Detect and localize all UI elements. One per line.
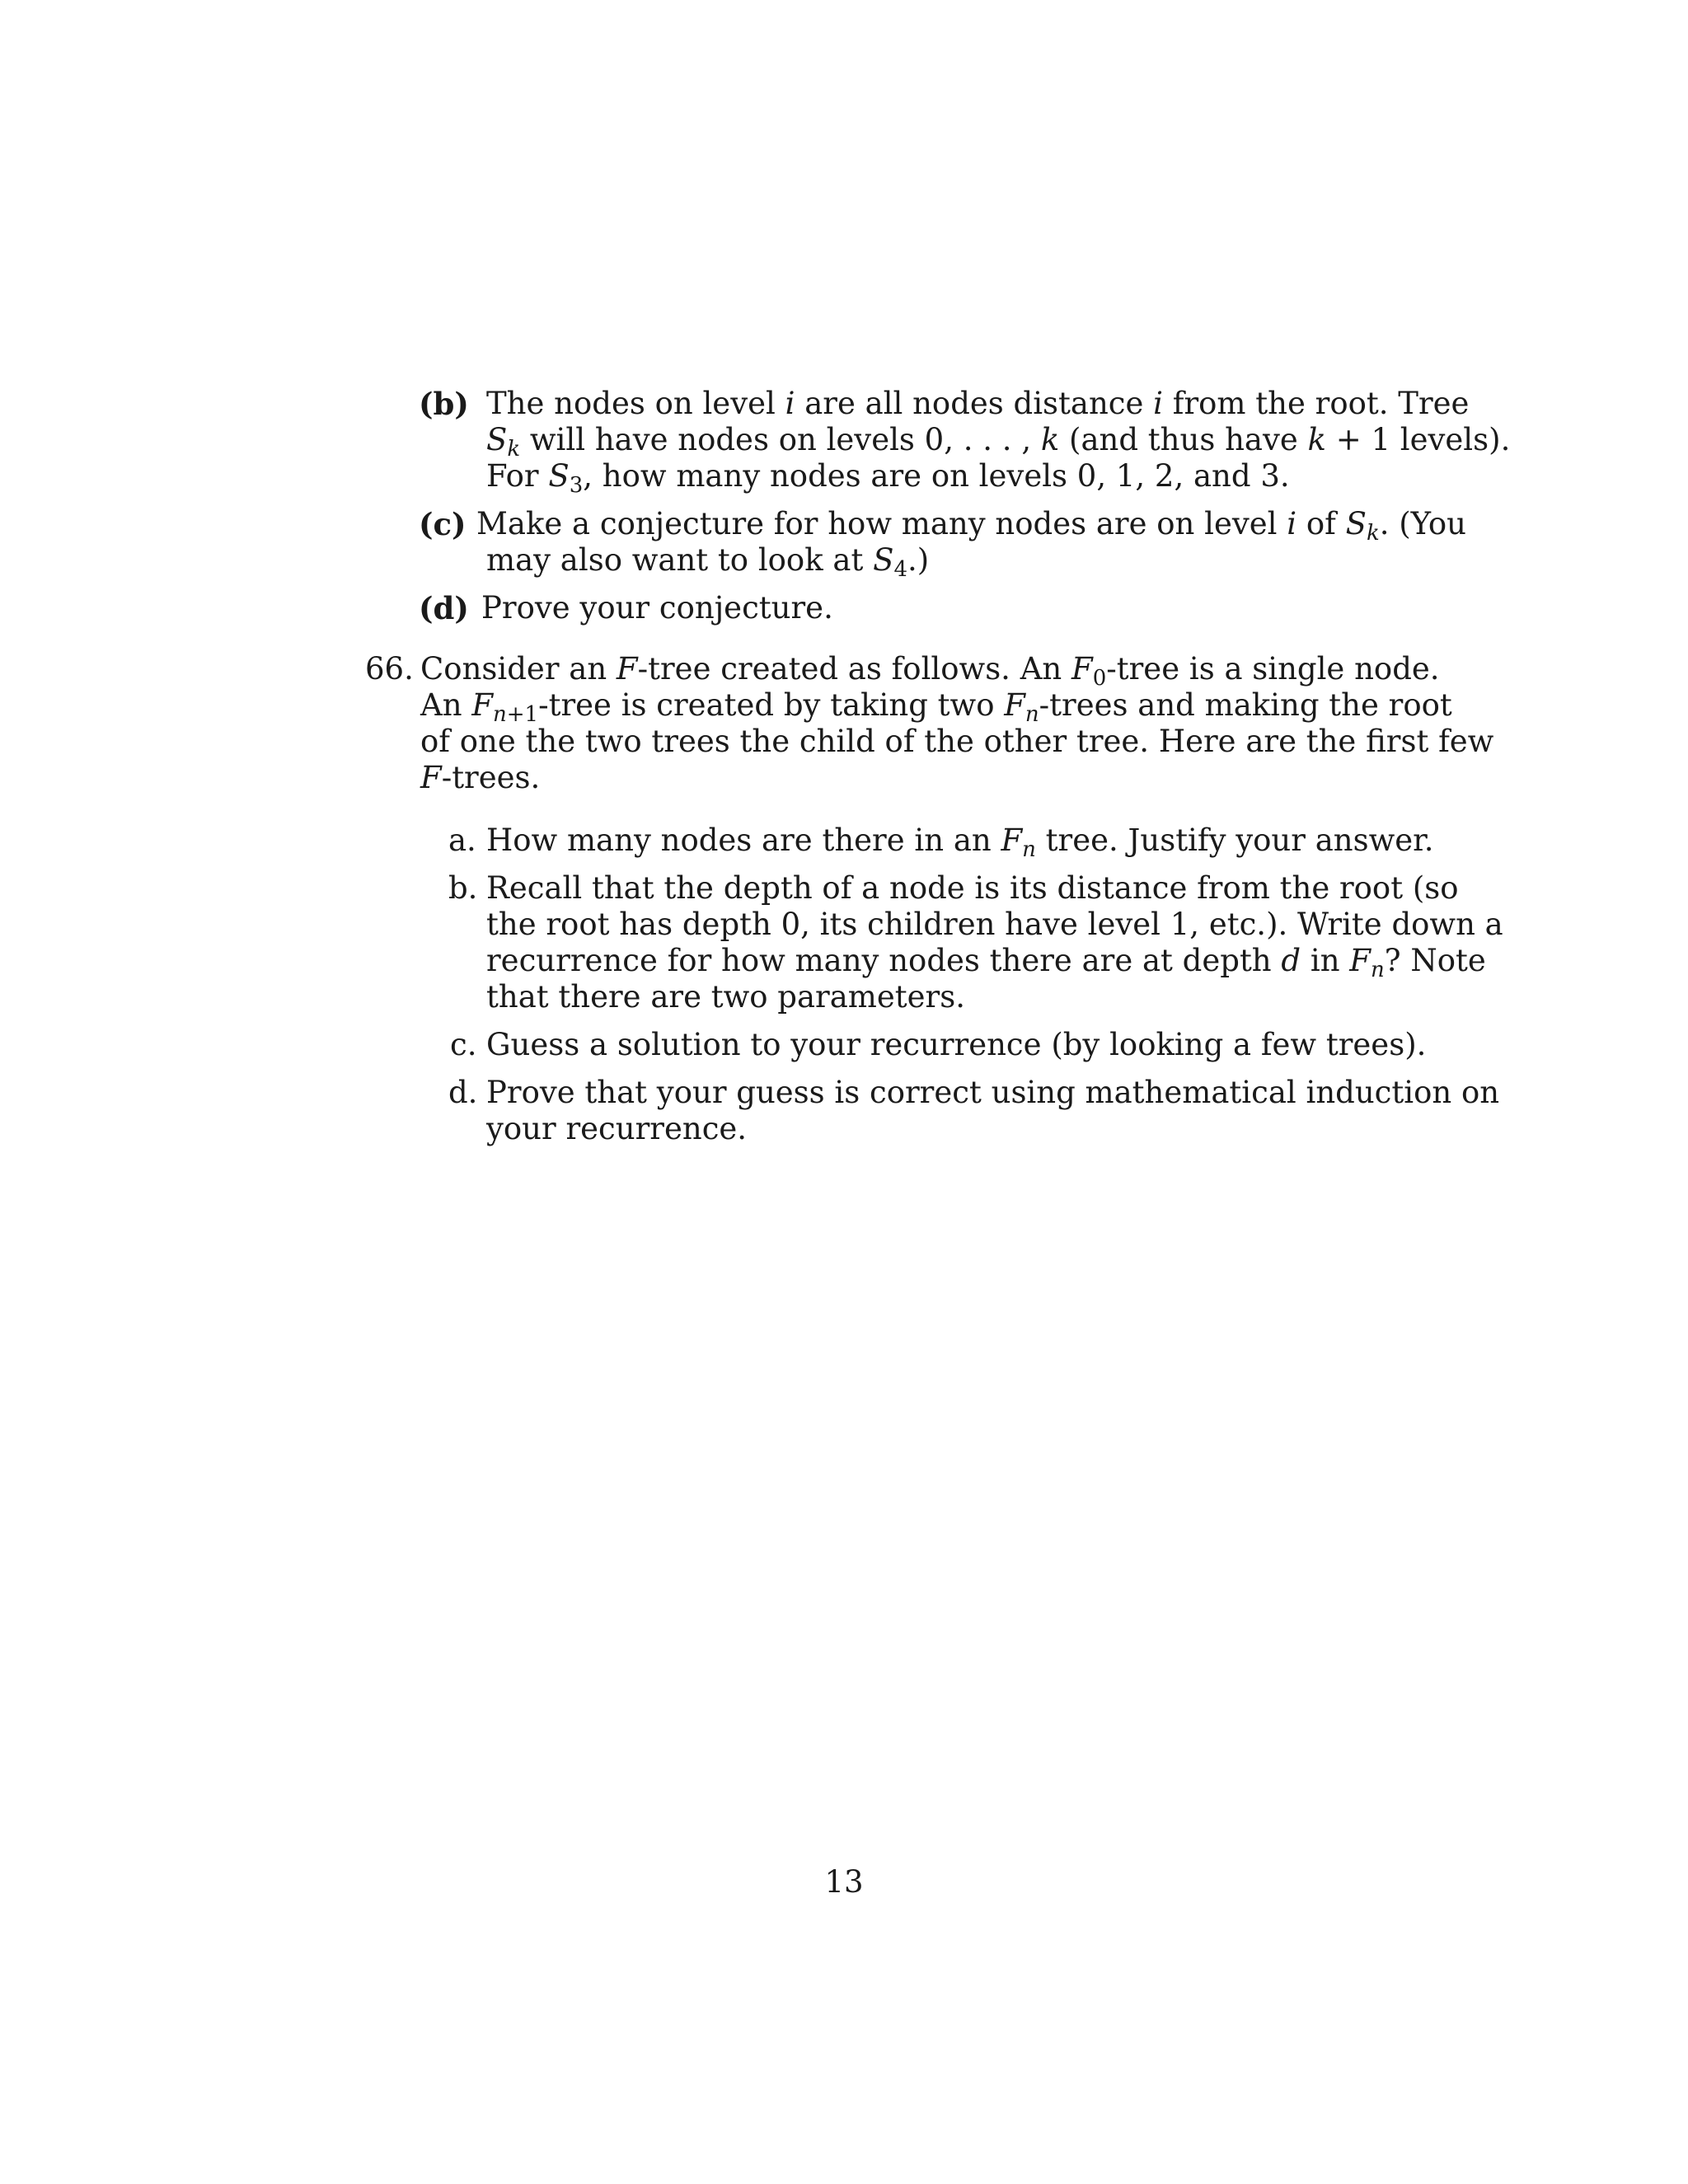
math-var: S [548,458,570,494]
text-line: F-trees. [420,760,541,795]
math-subscript: +1 [506,702,539,727]
text-line: The nodes on level i are all nodes distance i from the root. Tree [486,386,1470,421]
math-var: k [1040,422,1060,457]
text-line: recurrence for how many nodes there are at depth d in $F_n$? Note [486,943,1486,982]
math-var: k [1307,422,1326,457]
text-line: Consider an F-tree created as follows. An $F_0$-tree is a single node. [420,651,1440,691]
text-line: may also want to look at $S_4$.) [486,542,930,582]
math-var: F [1004,687,1025,723]
part-label: c. [450,1027,477,1062]
text-line: Recall that the depth of a node is its distance from the root (so [486,870,1459,906]
math-var: d [1281,943,1301,978]
text-line: An $F_{n+1}$-tree is created by taking two $F_n$-trees and making the root [420,687,1452,727]
math-subscript: 0 [1092,666,1107,691]
math-var: i [785,386,795,421]
math-subscript: k [507,437,521,462]
math-subscript: k [1366,521,1380,546]
math-var: i [1287,506,1297,541]
math-var: F [1071,651,1093,687]
math-subscript: n [1025,702,1039,727]
text-line: your recurrence. [486,1111,748,1146]
math-var: F [1349,943,1371,978]
text-line: Prove your conjecture. [481,590,833,626]
math-subscript: n [1022,837,1036,862]
text-line: For $S_3$, how many nodes are on levels 0, 1, 2, and 3. [486,458,1290,498]
part-label: (c) [419,506,467,542]
math-subscript: 4 [893,557,907,582]
part-label: d. [448,1075,478,1110]
math-subscript: n [1370,958,1385,982]
math-var: F [616,651,638,687]
text-line: of one the two trees the child of the other tree. Here are the first few [420,724,1494,759]
part-label: a. [448,823,476,858]
part-label: (d) [419,590,469,626]
text-line: that there are two parameters. [486,979,965,1015]
text-line: Guess a solution to your recurrence (by looking a few trees). [486,1027,1427,1062]
math-subscript: 3 [569,473,584,498]
math-var: F [420,760,442,795]
math-var: i [1153,386,1164,421]
math-subscript: n [493,702,507,727]
text-line: How many nodes are there in an $F_n$ tree. Justify your answer. [486,823,1434,862]
math-var: S [486,422,508,457]
part-label: (b) [419,386,469,422]
problem-number: 66. [365,651,414,687]
math-var: F [1001,823,1023,858]
text-line: Make a conjecture for how many nodes are on level i of $S_k$. (You [476,506,1466,546]
text-line: Prove that your guess is correct using mathematical induction on [486,1075,1500,1110]
math-var: S [873,542,894,578]
math-var: F [471,687,493,723]
part-label: b. [448,870,478,906]
text-line: the root has depth 0, its children have level 1, etc.). Write down a [486,907,1503,942]
text-line: $S_k$ will have nodes on levels 0, . . . , k (and thus have k + 1 levels). [486,422,1511,462]
math-var: S [1345,506,1367,541]
page-number: 13 [824,1864,864,1900]
